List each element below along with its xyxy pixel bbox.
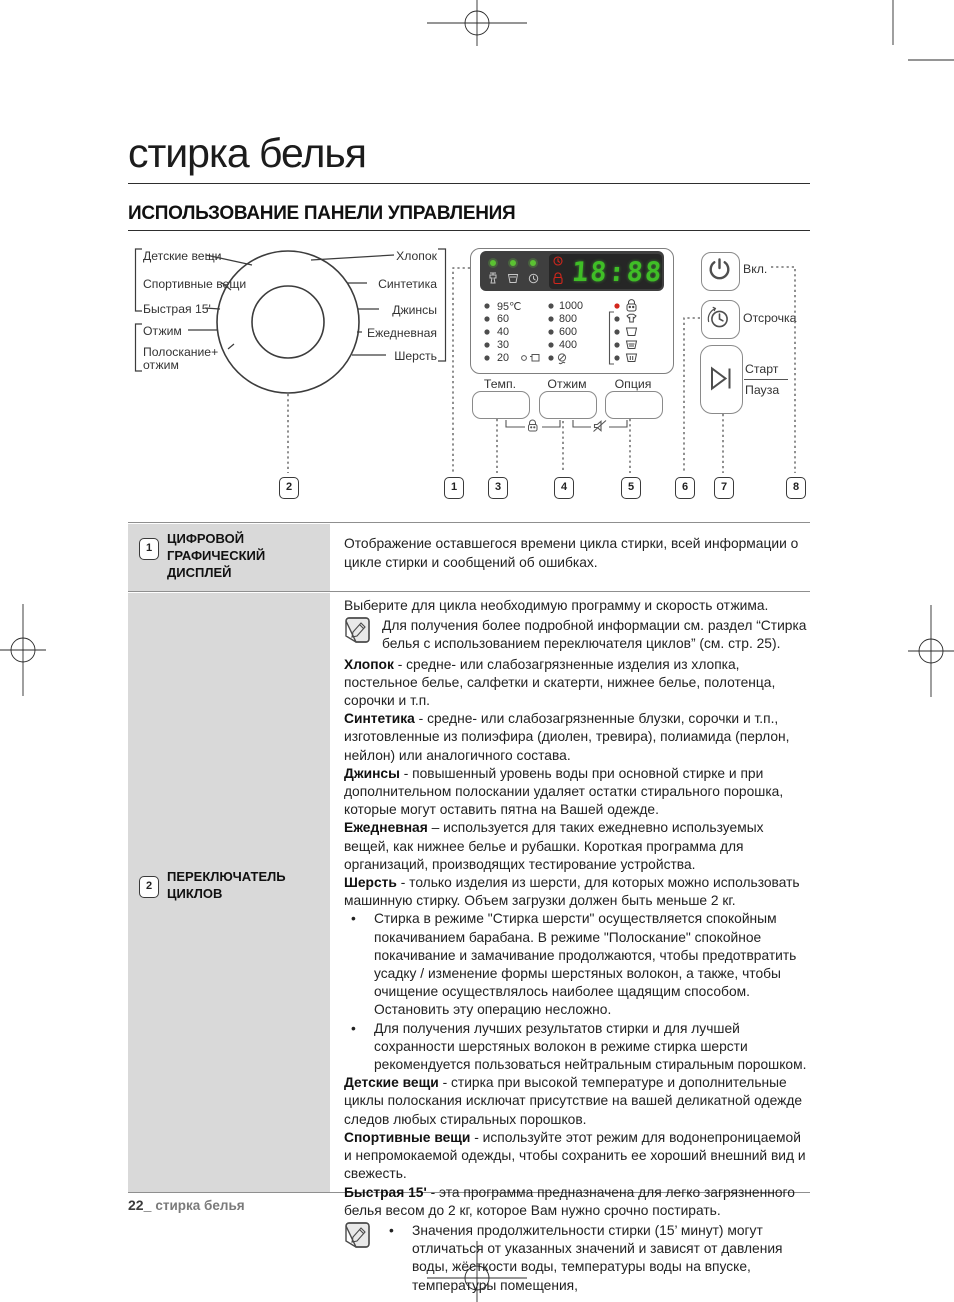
callout-6: 6: [675, 477, 695, 499]
spin-label-800: 800: [559, 313, 578, 325]
footer-page-number: 22_: [128, 1197, 152, 1213]
paragraph: Джинсы - повышенный уровень воды при основной стирке и при дополнительном полоскании удаляет остатки стирального порошка, которые могут оставить пятна на Вашей одежде.: [344, 765, 784, 818]
pause-label: Пауза: [745, 383, 780, 397]
paragraph: Быстрая 15' - эта программа предназначена для легко загрязненного белья весом до 2 кг, которое Вам нужно срочно постирать.: [344, 1184, 795, 1218]
spin-label-1000: 1000: [559, 300, 584, 312]
dial-label-babywear: Детские вещи: [143, 249, 222, 263]
spin-button-label: Отжим: [547, 377, 587, 391]
temp-label-95: 95℃: [497, 301, 522, 313]
dial-label-rinse-spin: Полоскание+ отжим: [143, 345, 219, 372]
temp-button-label: Темп.: [483, 377, 517, 391]
dial-label-wool: Шерсть: [394, 349, 437, 363]
dial-label-synthetics: Синтетика: [378, 277, 437, 291]
note-icon: [344, 1222, 374, 1295]
temp-label-40: 40: [497, 326, 510, 338]
power-button: [701, 252, 740, 291]
temp-button: [472, 391, 530, 419]
program-name: Джинсы: [344, 765, 400, 781]
paragraph: Синтетика - средне- или слабозагрязненные блузки, сорочки и т.п., изготовленные из полиэфира (диолен, тревира), полиамида (перлон, нейлон) или аналогичного состава.: [344, 711, 790, 763]
paragraph: • Стирка в режиме "Стирка шерсти" осуществляется спокойным покачиванием барабана. В режиме "Полоскание" спокойное покачивание и замачивание продолжаются, чтобы предотвратить усадку / изменение формы шерстяных волокон, а также, чтобы очищение осуществлялось наиболее щадящим способом. Остановить эту операцию несложно.: [344, 910, 810, 1019]
registration-mark-top: [427, 0, 527, 46]
table-callout-2: 2: [139, 876, 159, 898]
note-text: Для получения более подробной информации см. раздел “Стирка белья с использованием переключателя циклов” (см. стр. 25).: [382, 618, 807, 652]
registration-mark-left: [0, 604, 46, 696]
dial-label-daily: Ежедневная: [367, 326, 437, 340]
paragraph: Детские вещи - стирка при высокой температуре и дополнительные циклы полоскания исключат присутствие на вашей деликатной одежде следов любых стиральных порошков.: [344, 1075, 803, 1127]
temp-label-60: 60: [497, 313, 510, 325]
cycle-paragraphs: [344, 597, 810, 1293]
start-pause-divider: [744, 379, 788, 380]
footer-label: стирка белья: [155, 1198, 245, 1213]
callout-5: 5: [621, 477, 641, 499]
dial-label-spin: Отжим: [143, 324, 182, 338]
program-name: Детские вещи: [344, 1075, 439, 1091]
callout-2: 2: [279, 477, 299, 499]
callout-7: 7: [714, 477, 734, 499]
spin-button: [539, 391, 597, 419]
registration-mark-right: [908, 605, 954, 697]
heading-rule: [128, 230, 810, 231]
paragraph: Выберите для цикла необходимую программу и скорость отжима.: [344, 598, 769, 613]
temp-label-20: 20: [497, 352, 510, 364]
program-name: Ежедневная: [344, 820, 428, 836]
title-rule: [128, 183, 810, 184]
row1-title: ЦИФРОВОЙ ГРАФИЧЕСКИЙ ДИСПЛЕЙ: [167, 531, 266, 580]
spin-label-600: 600: [559, 326, 578, 338]
note-block: [344, 1222, 810, 1295]
page-title: стирка белья: [128, 130, 366, 176]
program-name: Быстрая 15': [344, 1184, 427, 1200]
power-button-label: Вкл.: [743, 262, 768, 276]
note-text: • Значения продолжительности стирки (15’ минут) могут отличаться от указанных значений и зависят от давления воды, жёсткости воды, температуры воды на впуске, температуры помещения,: [382, 1222, 810, 1295]
callout-1: 1: [444, 477, 464, 499]
delay-button: [701, 300, 740, 339]
note-icon: [344, 617, 374, 653]
table-callout-1: 1: [139, 538, 159, 560]
program-name: Синтетика: [344, 711, 415, 727]
paragraph: Шерсть - только изделия из шерсти, для которых можно использовать машинную стирку. Объем загрузки должен быть меньше 2 кг.: [344, 875, 800, 909]
trim-mark-top-right: [893, 0, 954, 60]
dial-label-sportswear: Спортивные вещи: [143, 277, 247, 291]
delay-button-label: Отсрочка: [743, 311, 797, 325]
callout-8: 8: [786, 477, 806, 499]
dial-label-cotton: Хлопок: [396, 249, 437, 263]
start-label: Старт: [745, 362, 779, 376]
note-block: [344, 617, 810, 653]
spin-label-400: 400: [559, 339, 578, 351]
dial-label-jeans: Джинсы: [392, 303, 437, 317]
temp-label-30: 30: [497, 339, 510, 351]
start-pause-button: [700, 345, 743, 414]
paragraph: Хлопок - средне- или слабозагрязненные изделия из хлопка, постельное белье, салфетки и скатерти, нижнее белье, полотенца, сорочки и т.п.: [344, 656, 776, 709]
callout-3: 3: [488, 477, 508, 499]
program-name: Хлопок: [344, 656, 394, 672]
paragraph: Ежедневная – используется для таких ежедневно используемых вещей, как нижнее белье и рубашки. Короткая программа для организаций, производящих тестирование устройства.: [344, 820, 764, 872]
row1-description: Отображение оставшегося времени цикла стирки, всей информации о цикле стирки и сообщений об ошибках.: [344, 536, 799, 570]
display-time: 18:88: [570, 257, 665, 288]
row2-title: ПЕРЕКЛЮЧАТЕЛЬ ЦИКЛОВ: [167, 869, 286, 901]
dial-label-quick15: Быстрая 15': [143, 302, 211, 316]
program-name: Спортивные вещи: [344, 1129, 471, 1145]
program-name: Шерсть: [344, 875, 397, 891]
option-button-label: Опция: [614, 377, 652, 391]
callout-4: 4: [554, 477, 574, 499]
option-button: [605, 391, 663, 419]
page-footer: [128, 1197, 245, 1213]
paragraph: Спортивные вещи - используйте этот режим для водонепроницаемой и непромокаемой одежды, чтобы сохранить ее хороший внешний вид и свежесть.: [344, 1129, 806, 1182]
paragraph: • Для получения лучших результатов стирки и для лучшей сохранности шерстяных волокон в режиме стирка шерсти рекомендуется пользоваться нейтральным стиральным порошком.: [344, 1020, 810, 1075]
section-heading: ИСПОЛЬЗОВАНИЕ ПАНЕЛИ УПРАВЛЕНИЯ: [128, 203, 516, 224]
